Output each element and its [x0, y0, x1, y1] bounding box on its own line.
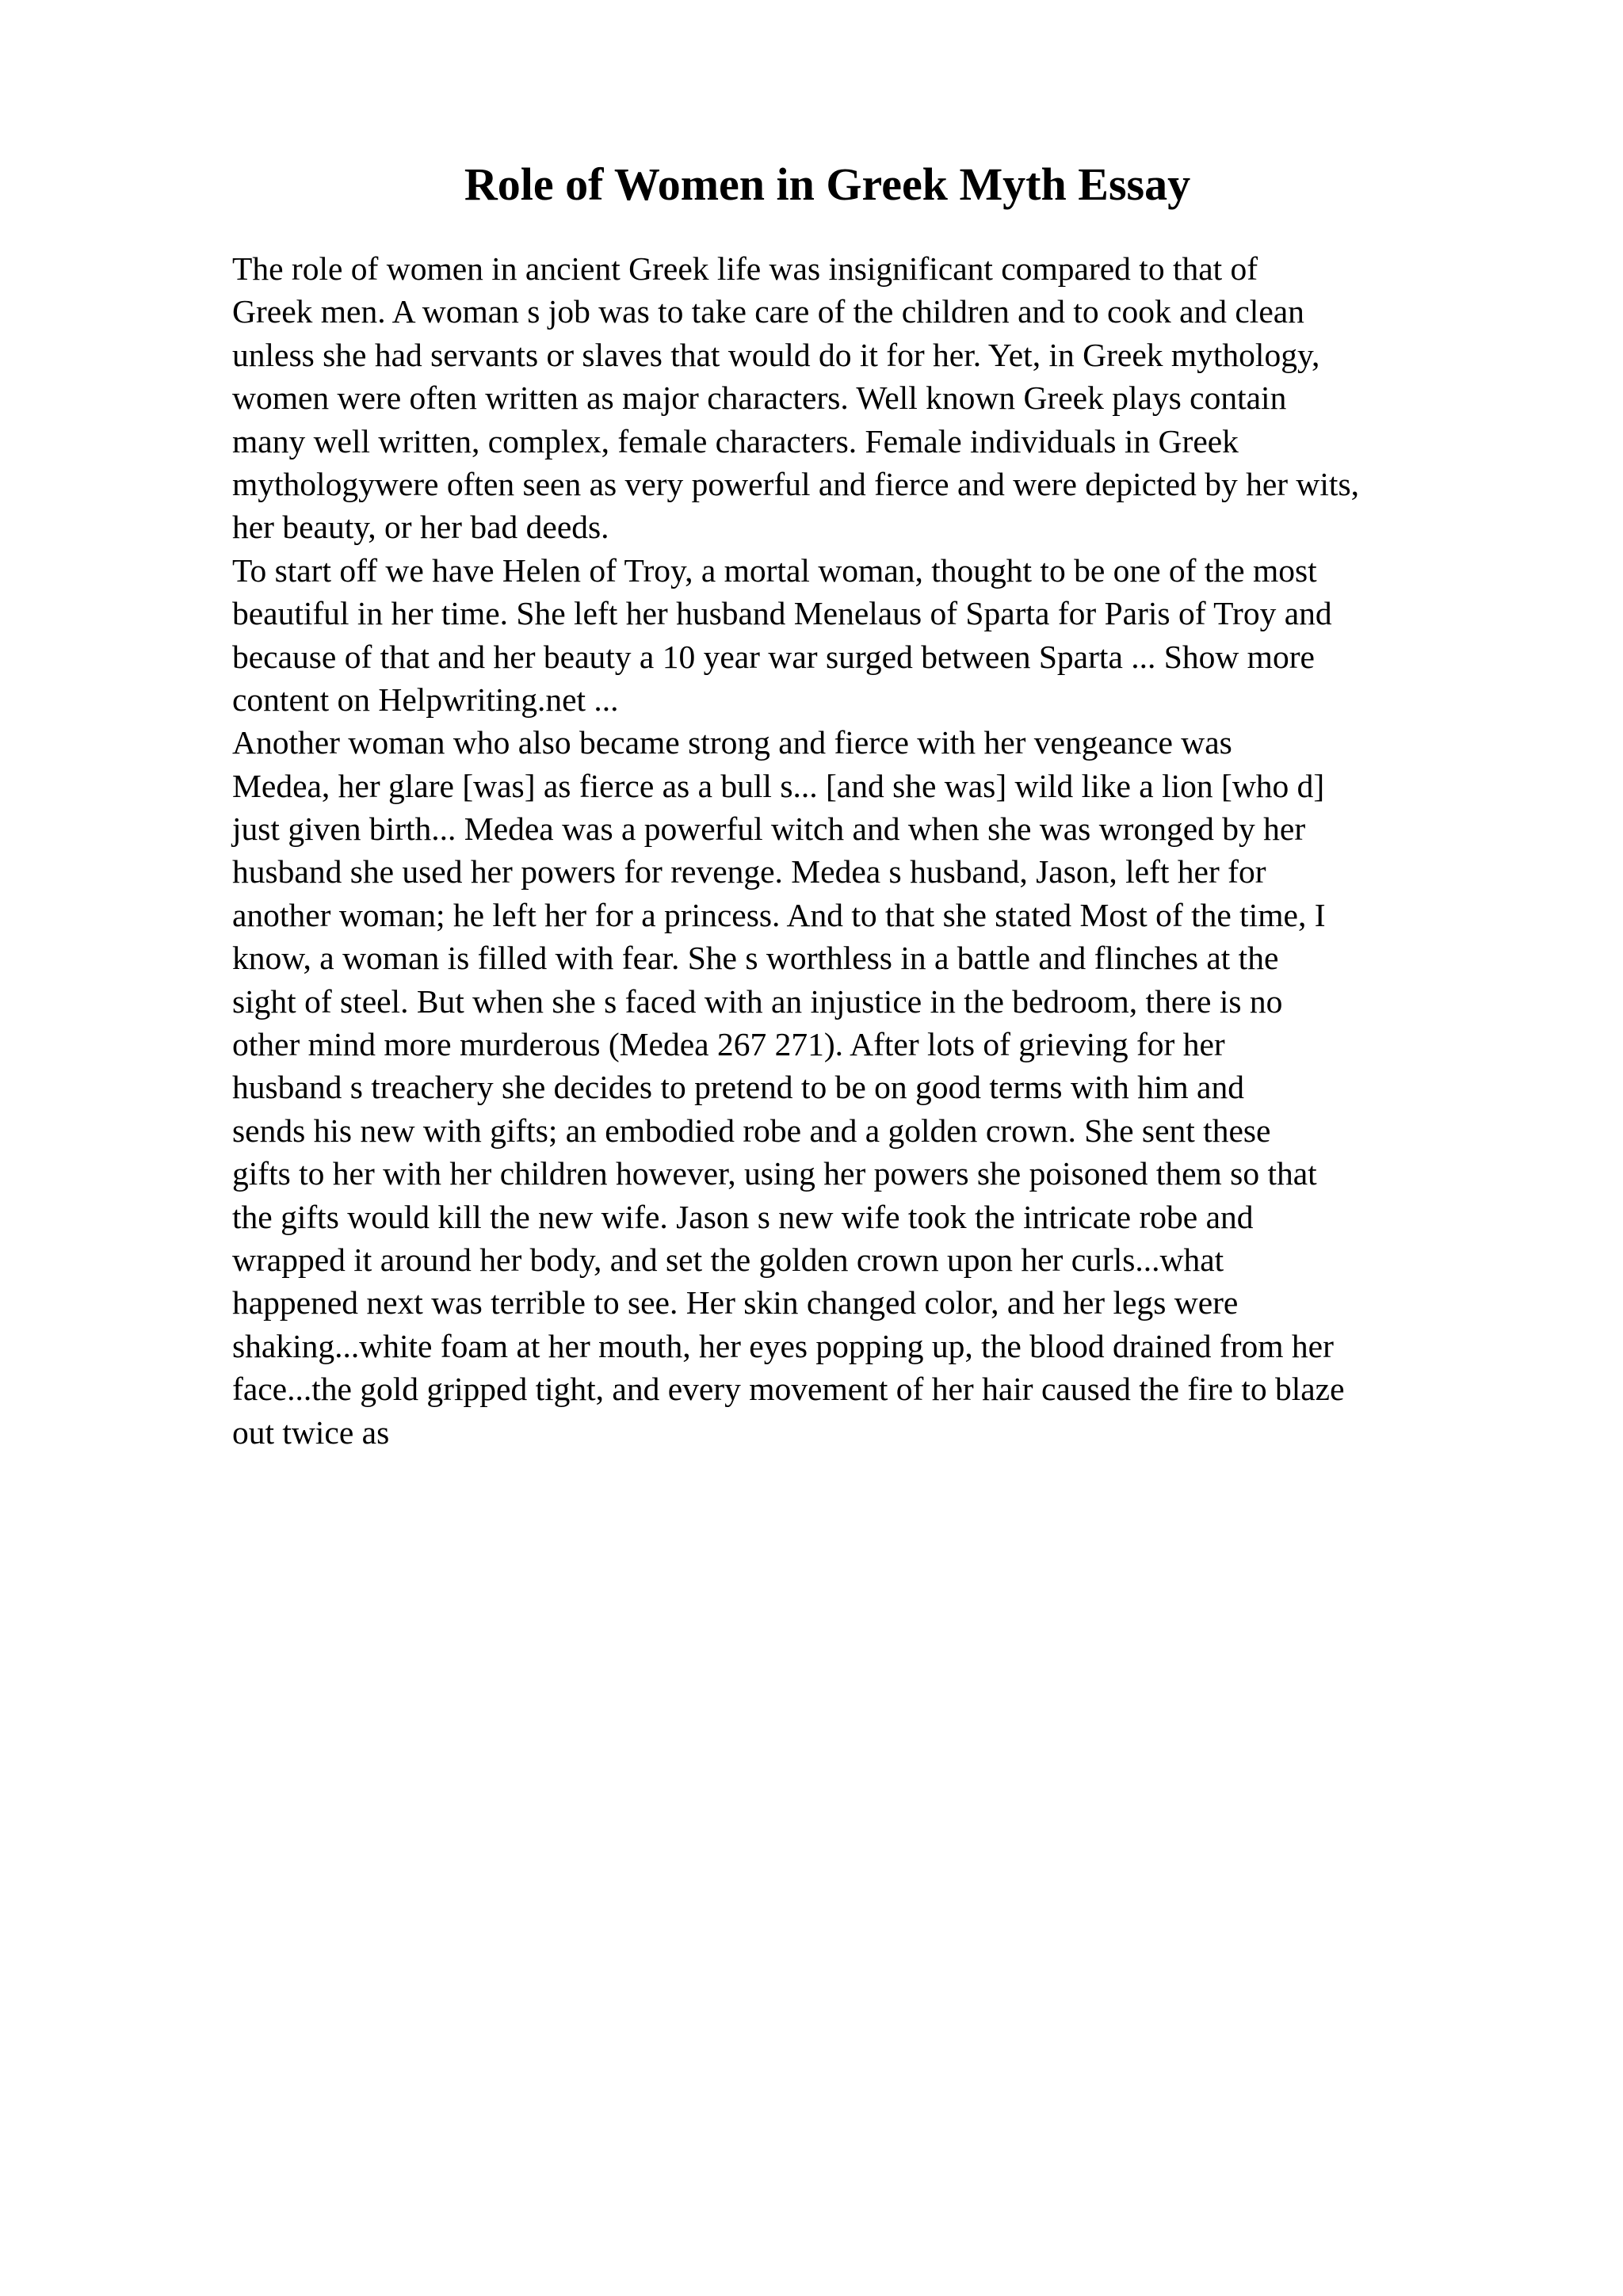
body-line: know, a woman is filled with fear. She s worthless in a battle and flinches at the	[232, 940, 1279, 977]
body-line: wrapped it around her body, and set the golden crown upon her curls...what	[232, 1241, 1224, 1278]
body-line: unless she had servants or slaves that would do it for her. Yet, in Greek mythology,	[232, 336, 1320, 373]
body-line: Another woman who also became strong and fierce with her vengeance was	[232, 724, 1232, 761]
body-line: out twice as	[232, 1413, 390, 1451]
body-line: happened next was terrible to see. Her skin changed color, and her legs were	[232, 1284, 1239, 1322]
body-line: women were often written as major characters. Well known Greek plays contain	[232, 379, 1287, 417]
body-line: gifts to her with her children however, using her powers she poisoned them so that	[232, 1155, 1317, 1192]
body-line: Medea, her glare [was] as fierce as a bull s... [and she was] wild like a lion [who d]	[232, 767, 1325, 804]
document-title: Role of Women in Greek Myth Essay	[464, 158, 1191, 210]
body-line: content on Helpwriting.net ...	[232, 681, 619, 718]
body-line: shaking...white foam at her mouth, her eyes popping up, the blood drained from her	[232, 1327, 1334, 1364]
body-line: other mind more murderous (Medea 267 271). After lots of grieving for her	[232, 1026, 1225, 1063]
body-line: her beauty, or her bad deeds.	[232, 509, 609, 546]
body-line: husband s treachery she decides to pretend to be on good terms with him and	[232, 1069, 1244, 1106]
body-line: face...the gold gripped tight, and every movement of her hair caused the fire to blaze	[232, 1371, 1345, 1408]
body-line: To start off we have Helen of Troy, a mortal woman, thought to be one of the most	[232, 551, 1317, 589]
body-line: many well written, complex, female characters. Female individuals in Greek	[232, 422, 1239, 460]
body-line: husband she used her powers for revenge. Medea s husband, Jason, left her for	[232, 853, 1266, 891]
body-line: because of that and her beauty a 10 year war surged between Sparta ... Show more	[232, 638, 1315, 675]
body-line: just given birth... Medea was a powerful witch and when she was wronged by her	[232, 810, 1306, 848]
body-line: Greek men. A woman s job was to take care of the children and to cook and clean	[232, 293, 1304, 330]
body-line: another woman; he left her for a princess. And to that she stated Most of the time, I	[232, 896, 1326, 933]
body-line: mythologywere often seen as very powerful and fierce and were depicted by her wits,	[232, 465, 1359, 502]
document-body	[232, 247, 1548, 1454]
body-line: the gifts would kill the new wife. Jason s new wife took the intricate robe and	[232, 1198, 1254, 1235]
body-line: sends his new with gifts; an embodied robe and a golden crown. She sent these	[232, 1112, 1271, 1149]
body-line: sight of steel. But when she s faced with an injustice in the bedroom, there is no	[232, 982, 1283, 1020]
body-line: The role of women in ancient Greek life was insignificant compared to that of	[232, 250, 1258, 287]
body-line: beautiful in her time. She left her husband Menelaus of Sparta for Paris of Troy and	[232, 595, 1332, 632]
